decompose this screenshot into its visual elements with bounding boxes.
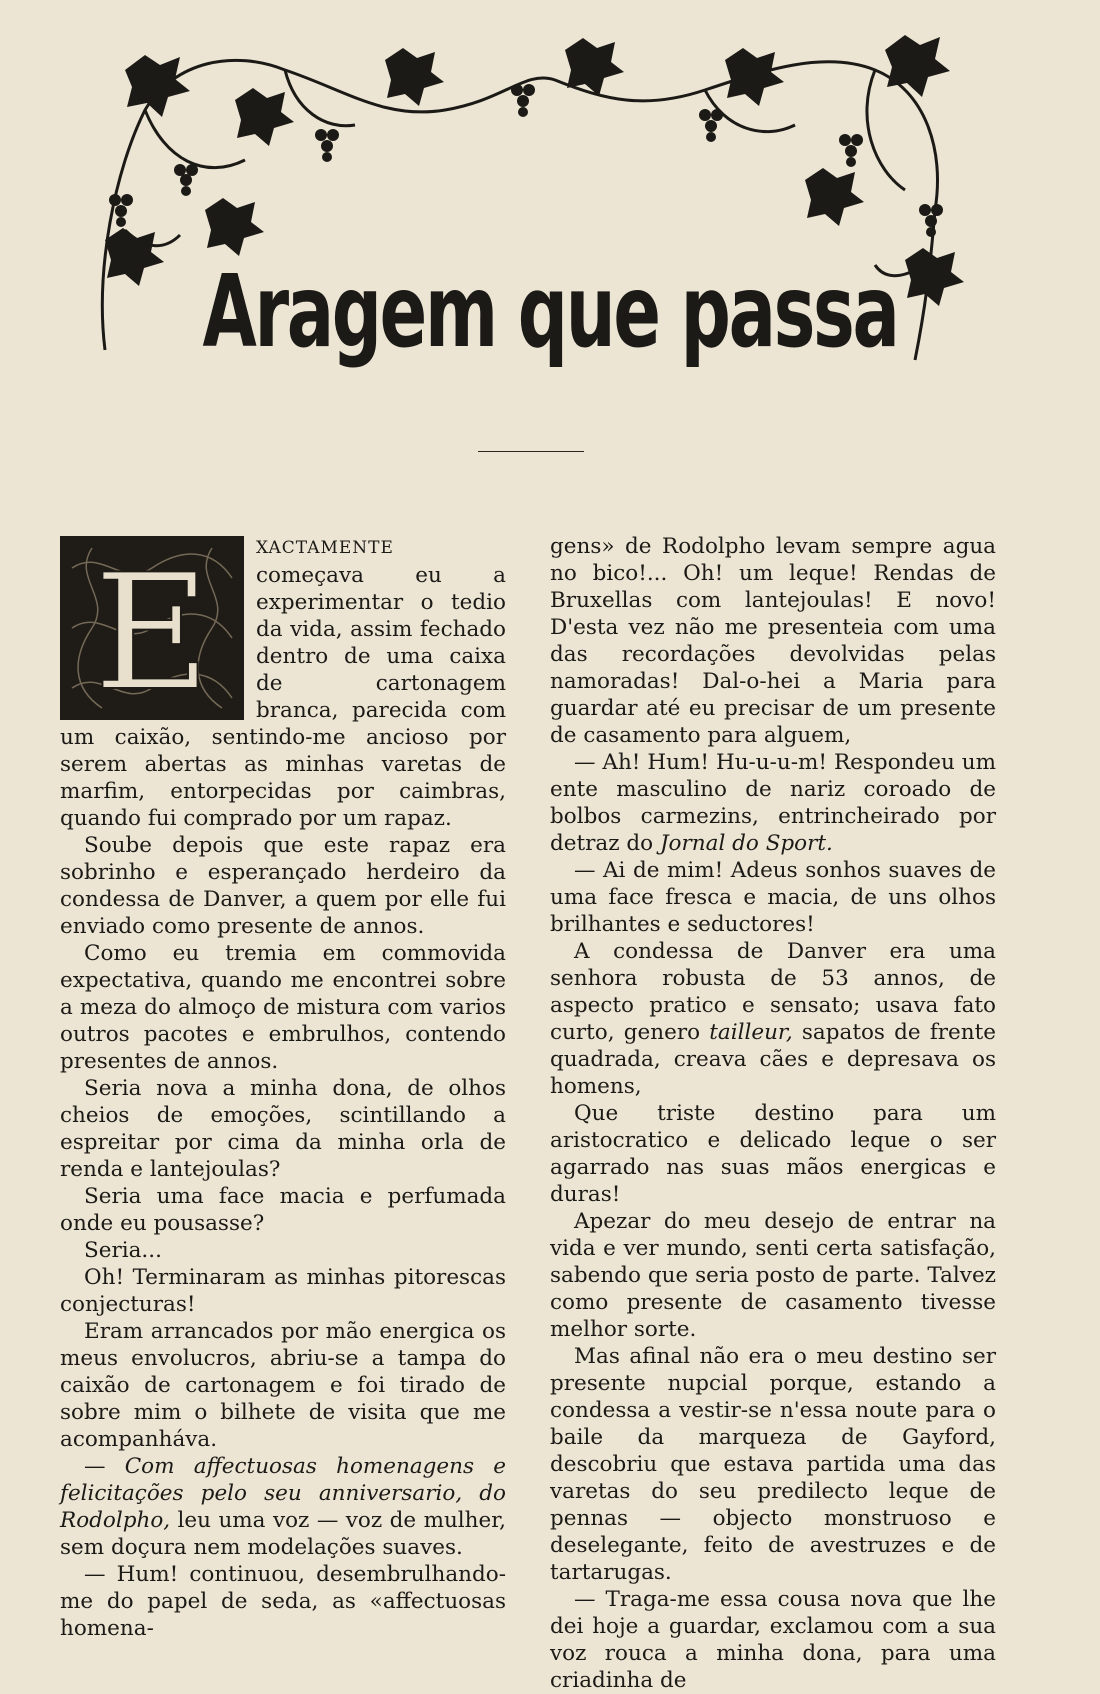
paragraph-text: leu uma voz — voz de mulher, sem doçura nem modelações suaves.: [60, 1508, 506, 1560]
article-title: Aragem que passa: [202, 253, 898, 370]
paragraph: — Traga-me essa cousa nova que lhe dei hoje a guardar, exclamou com a sua voz rouca a minha dona, para uma criadinha de: [550, 1587, 996, 1693]
paragraph: Oh! Terminaram as minhas pitorescas conjecturas!: [60, 1265, 506, 1317]
italic-card-text: Com affectuosas homenagens e felicitações pelo seu anniversario, do Rodolpho,: [60, 1454, 506, 1533]
paragraph: Eram arrancados por mão energica os meus envolucros, abriu-se a tampa do caixão de cartonagem e foi tirado de sobre mim o bilhete de visita que me acompanháva.: [60, 1319, 506, 1452]
paragraph: gens» de Rodolpho levam sempre agua no bico!... Oh! um leque! Rendas de Bruxellas com lantejoulas! E novo! D'esta vez não me presenteia com uma das recordações devolvidas pelas namoradas! Dal-o-hei a Maria para guardar até eu precisar de um presente de casamento para alguem,: [550, 534, 996, 748]
paragraph: [60, 533, 506, 832]
right-column: [550, 533, 996, 1694]
paragraph: [550, 749, 996, 857]
paragraph-text: começava eu a experimentar o tedio da vida, assim fechado dentro de uma caixa de cartonagem branca, parecida com um caixão, sentindo-me ancioso por serem abertas as minhas varetas de marfim, entorpecidas por caimbras, quando fui comprado por um rapaz.: [60, 563, 506, 831]
paragraph: — Hum! continuou, desembrulhando-me do papel de seda, as «affectuosas homena-: [60, 1562, 506, 1641]
paragraph: Seria...: [84, 1238, 162, 1263]
paragraph: Seria uma face macia e perfumada onde eu pousasse?: [60, 1184, 506, 1236]
paragraph: Apezar do meu desejo de entrar na vida e ver mundo, senti certa satisfação, sabendo que seria posto de parte. Talvez como presente de casamento tivesse melhor sorte.: [550, 1209, 996, 1342]
paragraph-text: — Ah! Hum! Hu-u-u-m! Respondeu um ente masculino de nariz coroado de bolbos carmezins, entrincheirado por detraz do: [550, 750, 996, 856]
dash: —: [84, 1454, 125, 1479]
lead-word: XACTAMENTE: [256, 538, 394, 558]
left-column: [60, 533, 506, 1642]
paragraph: Que triste destino para um aristocratico e delicado leque o ser agarrado nas suas mãos energicas e duras!: [550, 1101, 996, 1207]
paragraph: Como eu tremia em commovida expectativa, quando me encontrei sobre a meza do almoço de mistura com varios outros pacotes e embrulhos, contendo presentes de annos.: [60, 941, 506, 1074]
paragraph-text: A condessa de Danver era uma senhora robusta de 53 annos, de aspecto pratico e sensato; usava fato curto, genero: [550, 939, 996, 1045]
italic-word: tailleur,: [709, 1020, 793, 1045]
paragraph: Seria nova a minha dona, de olhos cheios de emoções, scintillando a espreitar por cima da minha orla de renda e lantejoulas?: [60, 1076, 506, 1182]
paragraph-text: sapatos de frente quadrada, creava cães e depresava os homens,: [550, 1020, 996, 1099]
dropcap-letter: E: [93, 539, 211, 718]
paragraph: Mas afinal não era o meu destino ser presente nupcial porque, estando a condessa a vestir-se n'essa noute para o baile da marqueza de Gayford, descobriu que estava partida uma das varetas do seu predilecto leque de pennas — objecto monstruoso e deselegante, feito de avestruzes e de tartarugas.: [550, 1344, 996, 1585]
paragraph: — Ai de mim! Adeus sonhos suaves de uma face fresca e macia, de uns olhos brilhantes e seductores!: [550, 858, 996, 937]
title-divider: [478, 451, 584, 452]
dropcap-illuminated-letter: [60, 536, 244, 720]
paragraph: [60, 1453, 506, 1561]
paragraph: [550, 938, 996, 1100]
paragraph: Soube depois que este rapaz era sobrinho e esperançado herdeiro da condessa de Danver, a quem por elle fui enviado como presente de annos.: [60, 833, 506, 939]
italic-newspaper-name: Jornal do Sport.: [659, 831, 833, 856]
